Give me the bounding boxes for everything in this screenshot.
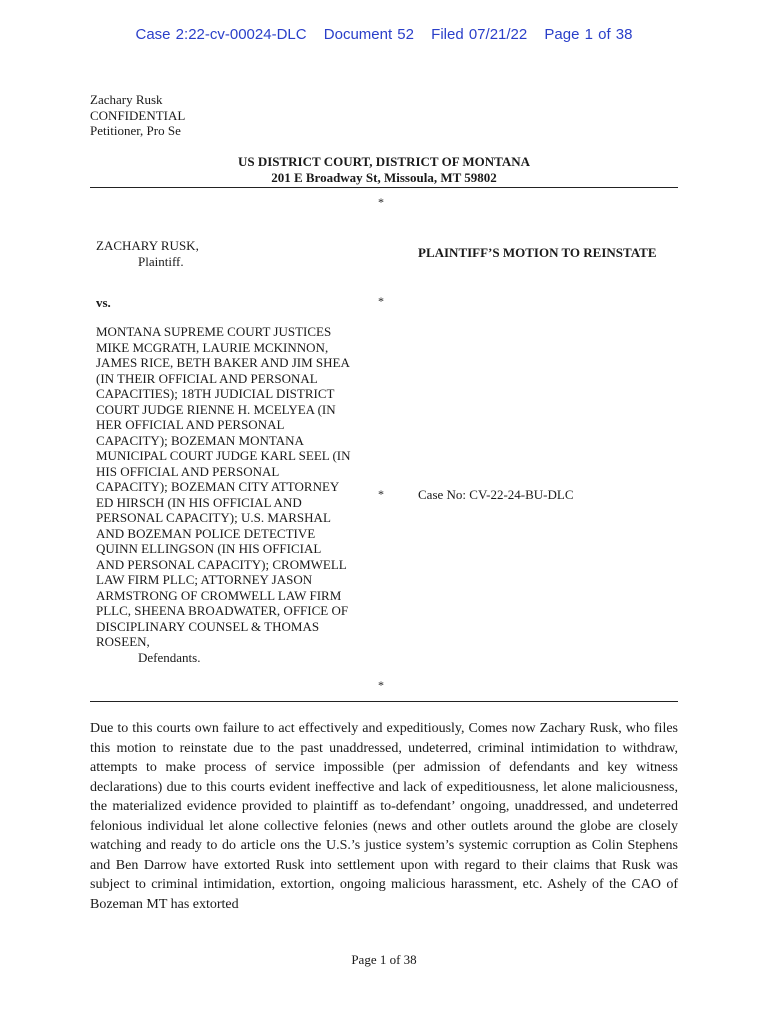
ecf-header-stamp [0, 26, 768, 43]
defendant-line: COURT JUDGE RIENNE H. MCELYEA (IN [96, 401, 336, 417]
defendant-line: LAW FIRM PLLC; ATTORNEY JASON [96, 572, 313, 587]
court-address: 201 E Broadway St, Missoula, MT 59802 [271, 170, 497, 185]
defendant-line: PERSONAL CAPACITY); U.S. MARSHAL [96, 510, 331, 525]
court-heading [90, 154, 678, 186]
stamp-page-number: Page 1 of 38 [544, 26, 633, 43]
filer-role: Petitioner, Pro Se [90, 123, 181, 138]
case-no: Case No: CV-22-24-BU-DLC [418, 487, 574, 502]
plaintiff-name: ZACHARY RUSK, [96, 238, 199, 253]
defendant-line: (IN THEIR OFFICIAL AND PERSONAL [96, 370, 318, 386]
motion-body-paragraph: Due to this courts own failure to act effectively and expeditiously, Comes now Zachary Rusk, who files this motion to reinstate due to the past unaddressed, undeterred, criminal intimidation to withdraw, attempts to make process of service impossible (per admission of defendants and key witness declarations) due to this courts evident ineffective and lack of expeditiousness, let alone maliciousness, the materialized evidence provided to plaintiff as to-defendant’ ongoing, unaddressed, and undeterred felonious individual let alone collective felonies (news and other outlets around the globe are closely watching and ready to do article ons the U.S.’s justice system’s systemic corruption as Colin Stephens and Ben Darrow have extorted Rusk into settlement upon with regard to their claims that Rusk was subject to criminal intimidation, extortion, ongoing malicious harassment, etc. Ashely of the CAO of Bozeman MT has extorted [90, 721, 678, 912]
defendant-line: CAPACITY); BOZEMAN CITY ATTORNEY [96, 479, 340, 494]
defendant-line: AND BOZEMAN POLICE DETECTIVE [96, 525, 316, 541]
caption-separator-star: * [378, 195, 384, 209]
defendant-line: CAPACITY); BOZEMAN MONTANA [96, 432, 304, 448]
defendant-line: ARMSTRONG OF CROMWELL LAW FIRM [96, 587, 342, 603]
caption-bottom-rule [90, 701, 678, 702]
defendant-line: HER OFFICIAL AND PERSONAL [96, 417, 285, 432]
filed-date: Filed 07/21/22 [431, 26, 528, 43]
defendant-line: ED HIRSCH (IN HIS OFFICIAL AND [96, 494, 302, 510]
filer-block [90, 92, 185, 139]
defendants-block [96, 324, 368, 665]
defendant-line: AND PERSONAL CAPACITY); CROMWELL [96, 556, 347, 572]
filer-name: Zachary Rusk [90, 92, 163, 107]
caption-separator-star: * [378, 678, 384, 692]
court-name: US DISTRICT COURT, DISTRICT OF MONTANA [237, 154, 531, 169]
caption-top-rule [90, 187, 678, 188]
document-number: Document 52 [323, 26, 414, 43]
defendant-line: QUINN ELLINGSON (IN HIS OFFICIAL [96, 541, 322, 556]
defendant-line: DISCIPLINARY COUNSEL & THOMAS [96, 618, 320, 634]
defendant-line: MIKE MCGRATH, LAURIE MCKINNON, [96, 339, 329, 355]
versus-label: vs. [96, 295, 111, 310]
defendant-line: MONTANA SUPREME COURT JUSTICES [96, 324, 332, 339]
defendant-line: ROSEEN, [96, 634, 150, 649]
motion-title: PLAINTIFF’S MOTION TO REINSTATE [418, 245, 657, 260]
defendant-line: JAMES RICE, BETH BAKER AND JIM SHEA [96, 355, 350, 370]
plaintiff-block [96, 238, 199, 269]
case-number: Case 2:22-cv-00024-DLC [135, 26, 307, 43]
defendant-line: CAPACITIES); 18TH JUDICIAL DISTRICT [96, 386, 335, 401]
defendant-role: Defendants. [138, 649, 201, 665]
caption-separator-star: * [378, 294, 384, 308]
filer-status: CONFIDENTIAL [90, 107, 186, 123]
caption-separator-star: * [378, 487, 384, 501]
defendant-line: MUNICIPAL COURT JUDGE KARL SEEL (IN [96, 448, 351, 463]
plaintiff-role: Plaintiff. [138, 253, 184, 269]
defendant-line: PLLC, SHEENA BROADWATER, OFFICE OF [96, 603, 349, 618]
defendant-line: HIS OFFICIAL AND PERSONAL [96, 463, 280, 479]
page-footer: Page 1 of 38 [351, 952, 417, 967]
